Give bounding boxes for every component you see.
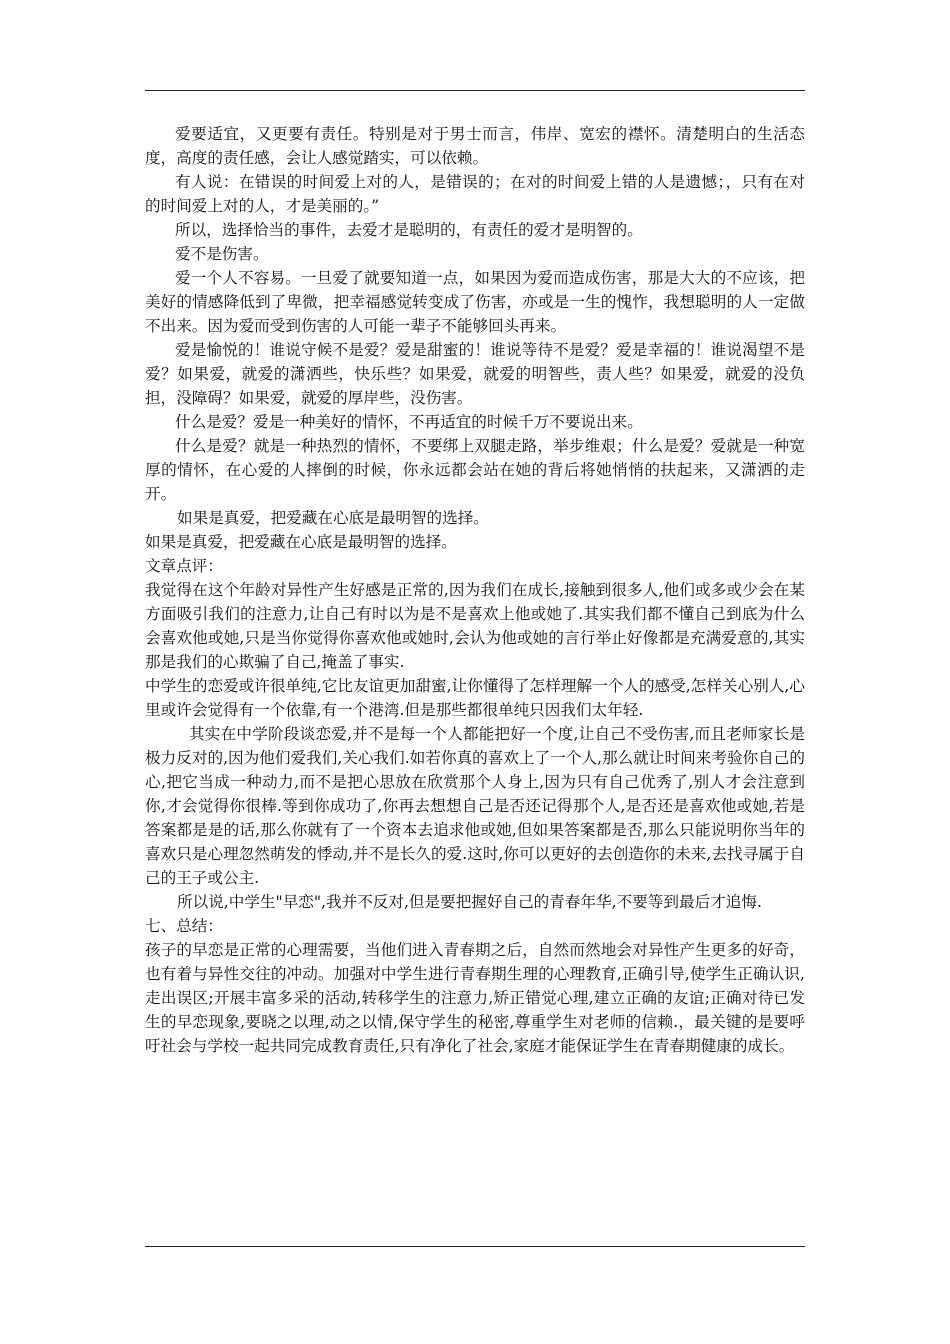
paragraph: 什么是爱？爱是一种美好的情怀，不再适宜的时候千万不要说出来。 — [175, 413, 643, 431]
footer-rule — [145, 1246, 805, 1247]
section-heading: 文章点评： — [145, 557, 223, 575]
document-body — [145, 122, 805, 1058]
header-rule — [145, 90, 805, 91]
paragraph: 其实在中学阶段谈恋爱,并不是每一个人都能把好一个度,让自己不受伤害,而且老师家长是极力反对的,因为他们爱我们,关心我们.如若你真的喜欢上了一个人,那么就让时间来考验你自己的心,把它当成一种动力,而不是把心思放在欣赏那个人身上,因为只有自己优秀了,别人才会注意到你,才会觉得你很棒.等到你成功了,你再去想想自己是否还记得那个人,是否还是喜欢他或她,若是答案都是是的话,那么你就有了一个资本去追求他或她,但如果答案都是否,那么只能说明你当年的喜欢只是心理忽然萌发的悸动,并不是长久的爱.这时,你可以更好的去创造你的未来,去找寻属于自己的王子或公主. — [145, 725, 805, 887]
paragraph: 中学生的恋爱或许很单纯,它比友谊更加甜蜜,让你懂得了怎样理解一个人的感受,怎样关心别人,心里或许会觉得有一个依靠,有一个港湾.但是那些都很单纯只因我们太年轻. — [145, 677, 805, 719]
paragraph: 如果是真爱，把爱藏在心底是最明智的选择。 — [177, 509, 489, 527]
paragraph: 爱要适宜，又更要有责任。特别是对于男士而言，伟岸、宽宏的襟怀。清楚明白的生活态度，高度的责任感，会让人感觉踏实，可以依赖。 — [145, 125, 805, 167]
paragraph: 爱不是伤害。 — [175, 245, 269, 263]
paragraph: 所以，选择恰当的事件，去爱才是聪明的，有责任的爱才是明智的。 — [175, 221, 643, 239]
paragraph: 如果是真爱，把爱藏在心底是最明智的选择。 — [145, 533, 457, 551]
paragraph: 什么是爱？就是一种热烈的情怀，不要绑上双腿走路，举步维艰；什么是爱？爱就是一种宽厚的情怀，在心爱的人摔倒的时候，你永远都会站在她的背后将她悄悄的扶起来，又潇洒的走开。 — [145, 437, 805, 503]
paragraph: 孩子的早恋是正常的心理需要，当他们进入青春期之后，自然而然地会对异性产生更多的好奇，也有着与异性交往的冲动。加强对中学生进行青春期生理的心理教育,正确引导,使学生正确认识,走出误区;开展丰富多采的活动,转移学生的注意力,矫正错觉心理,建立正确的友谊;正确对待已发生的早恋现象,要晓之以理,动之以情,保守学生的秘密,尊重学生对老师的信赖.，最关键的是要呼吁社会与学校一起共同完成教育责任,只有净化了社会,家庭才能保证学生在青春期健康的成长。 — [145, 941, 805, 1055]
paragraph: 所以说,中学生"早恋",我并不反对,但是要把握好自己的青春年华,不要等到最后才追悔. — [177, 893, 762, 911]
paragraph: 我觉得在这个年龄对异性产生好感是正常的,因为我们在成长,接触到很多人,他们或多或少会在某方面吸引我们的注意力,让自己有时以为是不是喜欢上他或她了.其实我们都不懂自己到底为什么会喜欢他或她,只是当你觉得你喜欢他或她时,会认为他或她的言行举止好像都是充满爱意的,其实那是我们的心欺骗了自己,掩盖了事实. — [145, 581, 805, 671]
paragraph: 有人说：在错误的时间爱上对的人，是错误的；在对的时间爱上错的人是遗憾；，只有在对的时间爱上对的人，才是美丽的。” — [145, 173, 805, 215]
paragraph: 爱是愉悦的！谁说守候不是爱？爱是甜蜜的！谁说等待不是爱？爱是幸福的！谁说渴望不是爱？如果爱，就爱的潇洒些，快乐些？如果爱，就爱的明智些，责人些？如果爱，就爱的没负担，没障碍？如果爱，就爱的厚岸些，没伤害。 — [145, 341, 805, 407]
section-heading: 七、总结： — [145, 917, 223, 935]
paragraph: 爱一个人不容易。一旦爱了就要知道一点，如果因为爱而造成伤害，那是大大的不应该，把美好的情感降低到了卑微，把幸福感觉转变成了伤害，亦或是一生的愧怍，我想聪明的人一定做不出来。因为爱而受到伤害的人可能一辈子不能够回头再来。 — [145, 269, 805, 335]
